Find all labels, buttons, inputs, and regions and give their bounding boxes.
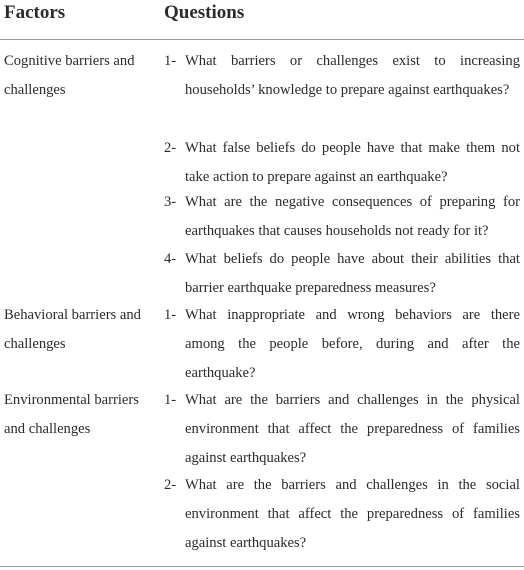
question-number: 3- — [164, 194, 177, 210]
question-item — [164, 47, 520, 105]
question-number: 2- — [164, 140, 177, 156]
factor-environmental: Environmental barriers and challenges — [4, 392, 139, 437]
question-number: 1- — [164, 53, 177, 69]
table-header — [0, 0, 524, 40]
column-header-factors: Factors — [4, 2, 66, 23]
question-item — [164, 134, 520, 192]
question-text: What beliefs do people have about their abilities that barrier earthquake preparedness measures? — [185, 251, 520, 296]
question-number: 4- — [164, 251, 177, 267]
header-divider — [0, 39, 524, 40]
question-text: What inappropriate and wrong behaviors are there among the people before, during and after the earthquake? — [185, 307, 520, 381]
question-item — [164, 301, 520, 388]
question-item — [164, 386, 520, 473]
question-text: What barriers or challenges exist to increasing households’ knowledge to prepare against earthquakes? — [185, 53, 520, 98]
question-number: 1- — [164, 307, 177, 323]
question-text: What are the negative consequences of preparing for earthquakes that causes households not ready for it? — [185, 194, 520, 239]
question-number: 2- — [164, 477, 177, 493]
question-text: What false beliefs do people have that make them not take action to prepare against an earthquake? — [185, 140, 520, 185]
question-text: What are the barriers and challenges in the social environment that affect the preparedness of families against earthquakes? — [185, 477, 520, 551]
table-bottom-rule — [0, 566, 524, 567]
question-item — [164, 471, 520, 558]
factor-cognitive: Cognitive barriers and challenges — [4, 53, 135, 98]
question-number: 1- — [164, 392, 177, 408]
factor-behavioral: Behavioral barriers and challenges — [4, 307, 141, 352]
column-header-questions: Questions — [164, 2, 245, 23]
question-item — [164, 188, 520, 246]
question-item — [164, 245, 520, 303]
question-text: What are the barriers and challenges in the physical environment that affect the preparedness of families against earthquakes? — [185, 392, 520, 466]
